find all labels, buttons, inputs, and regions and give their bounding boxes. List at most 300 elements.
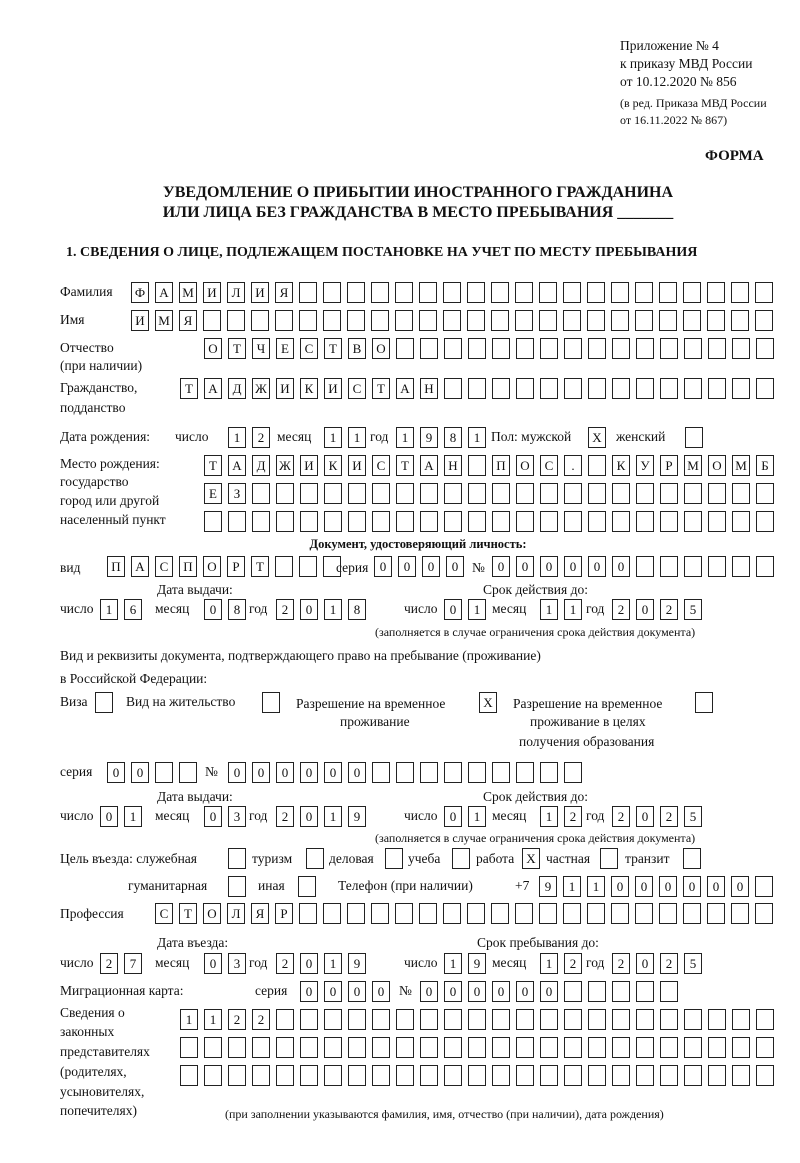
char-box[interactable]: 0 bbox=[444, 806, 462, 827]
char-box[interactable] bbox=[276, 483, 294, 504]
char-box[interactable] bbox=[563, 282, 581, 303]
char-box[interactable] bbox=[347, 903, 365, 924]
char-box[interactable] bbox=[635, 310, 653, 331]
char-box[interactable] bbox=[707, 282, 725, 303]
char-box[interactable] bbox=[732, 556, 750, 577]
char-box[interactable]: 2 bbox=[564, 806, 582, 827]
char-box[interactable]: М bbox=[179, 282, 197, 303]
char-box[interactable] bbox=[515, 282, 533, 303]
char-box[interactable]: 9 bbox=[348, 806, 366, 827]
char-box[interactable]: 1 bbox=[324, 599, 342, 620]
char-box[interactable] bbox=[371, 310, 389, 331]
char-box[interactable] bbox=[324, 511, 342, 532]
char-box[interactable]: 0 bbox=[444, 981, 462, 1002]
char-box[interactable] bbox=[660, 981, 678, 1002]
char-box[interactable] bbox=[564, 338, 582, 359]
char-box[interactable]: 2 bbox=[276, 599, 294, 620]
char-box[interactable] bbox=[636, 1037, 654, 1058]
char-box[interactable]: А bbox=[155, 282, 173, 303]
char-box[interactable]: 0 bbox=[324, 762, 342, 783]
char-box[interactable] bbox=[372, 511, 390, 532]
char-box[interactable] bbox=[300, 483, 318, 504]
char-box[interactable] bbox=[707, 310, 725, 331]
char-box[interactable]: И bbox=[324, 378, 342, 399]
char-box[interactable] bbox=[684, 378, 702, 399]
char-box[interactable] bbox=[684, 556, 702, 577]
char-box[interactable] bbox=[756, 378, 774, 399]
char-box[interactable]: 9 bbox=[420, 427, 438, 448]
char-box[interactable] bbox=[252, 1065, 270, 1086]
char-box[interactable]: 0 bbox=[372, 981, 390, 1002]
char-box[interactable] bbox=[444, 378, 462, 399]
char-box[interactable]: 0 bbox=[564, 556, 582, 577]
char-box[interactable] bbox=[228, 1037, 246, 1058]
char-box[interactable]: Р bbox=[227, 556, 245, 577]
char-box[interactable] bbox=[635, 282, 653, 303]
checkbox[interactable] bbox=[298, 876, 316, 897]
char-box[interactable] bbox=[708, 378, 726, 399]
char-box[interactable] bbox=[708, 511, 726, 532]
char-box[interactable] bbox=[299, 310, 317, 331]
char-box[interactable] bbox=[372, 1009, 390, 1030]
char-box[interactable] bbox=[204, 511, 222, 532]
char-box[interactable] bbox=[491, 903, 509, 924]
char-box[interactable]: Т bbox=[228, 338, 246, 359]
char-box[interactable]: О bbox=[516, 455, 534, 476]
char-box[interactable] bbox=[564, 483, 582, 504]
char-box[interactable] bbox=[587, 282, 605, 303]
char-box[interactable] bbox=[252, 483, 270, 504]
char-box[interactable] bbox=[372, 1065, 390, 1086]
char-box[interactable]: О bbox=[708, 455, 726, 476]
char-box[interactable] bbox=[731, 310, 749, 331]
char-box[interactable]: 0 bbox=[204, 806, 222, 827]
char-box[interactable]: И bbox=[300, 455, 318, 476]
char-box[interactable]: 1 bbox=[324, 953, 342, 974]
char-box[interactable] bbox=[396, 1037, 414, 1058]
char-box[interactable]: А bbox=[204, 378, 222, 399]
char-box[interactable] bbox=[299, 282, 317, 303]
char-box[interactable] bbox=[443, 310, 461, 331]
char-box[interactable] bbox=[636, 981, 654, 1002]
char-box[interactable]: 2 bbox=[660, 953, 678, 974]
char-box[interactable] bbox=[276, 511, 294, 532]
char-box[interactable]: В bbox=[348, 338, 366, 359]
char-box[interactable]: 0 bbox=[374, 556, 392, 577]
char-box[interactable] bbox=[347, 282, 365, 303]
char-box[interactable] bbox=[539, 282, 557, 303]
char-box[interactable] bbox=[419, 903, 437, 924]
char-box[interactable] bbox=[636, 511, 654, 532]
checkbox[interactable] bbox=[685, 427, 703, 448]
char-box[interactable]: А bbox=[420, 455, 438, 476]
char-box[interactable]: 0 bbox=[492, 556, 510, 577]
char-box[interactable] bbox=[564, 511, 582, 532]
char-box[interactable]: Т bbox=[372, 378, 390, 399]
char-box[interactable] bbox=[660, 483, 678, 504]
char-box[interactable]: 2 bbox=[612, 953, 630, 974]
char-box[interactable] bbox=[155, 762, 173, 783]
char-box[interactable]: 0 bbox=[204, 953, 222, 974]
char-box[interactable]: И bbox=[276, 378, 294, 399]
char-box[interactable]: 7 bbox=[124, 953, 142, 974]
char-box[interactable]: 1 bbox=[540, 953, 558, 974]
char-box[interactable]: 1 bbox=[540, 806, 558, 827]
char-box[interactable]: С bbox=[155, 903, 173, 924]
char-box[interactable] bbox=[516, 762, 534, 783]
char-box[interactable] bbox=[540, 511, 558, 532]
char-box[interactable]: 0 bbox=[444, 599, 462, 620]
char-box[interactable]: 0 bbox=[348, 762, 366, 783]
char-box[interactable]: 8 bbox=[228, 599, 246, 620]
char-box[interactable]: 0 bbox=[540, 981, 558, 1002]
char-box[interactable] bbox=[707, 903, 725, 924]
char-box[interactable] bbox=[756, 1037, 774, 1058]
char-box[interactable] bbox=[324, 483, 342, 504]
char-box[interactable] bbox=[755, 903, 773, 924]
char-box[interactable] bbox=[251, 310, 269, 331]
char-box[interactable]: 1 bbox=[444, 953, 462, 974]
char-box[interactable] bbox=[204, 1065, 222, 1086]
char-box[interactable] bbox=[612, 511, 630, 532]
char-box[interactable]: 0 bbox=[300, 599, 318, 620]
char-box[interactable] bbox=[300, 1065, 318, 1086]
char-box[interactable]: 0 bbox=[324, 981, 342, 1002]
char-box[interactable] bbox=[444, 338, 462, 359]
char-box[interactable]: 0 bbox=[635, 876, 653, 897]
char-box[interactable] bbox=[444, 1065, 462, 1086]
char-box[interactable] bbox=[588, 1009, 606, 1030]
char-box[interactable]: 1 bbox=[468, 427, 486, 448]
char-box[interactable] bbox=[612, 1037, 630, 1058]
char-box[interactable] bbox=[468, 378, 486, 399]
char-box[interactable] bbox=[420, 1065, 438, 1086]
char-box[interactable]: 2 bbox=[660, 806, 678, 827]
char-box[interactable]: К bbox=[324, 455, 342, 476]
char-box[interactable]: 2 bbox=[276, 806, 294, 827]
char-box[interactable] bbox=[659, 310, 677, 331]
char-box[interactable] bbox=[636, 1065, 654, 1086]
char-box[interactable]: Я bbox=[275, 282, 293, 303]
char-box[interactable] bbox=[708, 1037, 726, 1058]
char-box[interactable]: 1 bbox=[563, 876, 581, 897]
char-box[interactable]: Т bbox=[179, 903, 197, 924]
char-box[interactable] bbox=[540, 483, 558, 504]
char-box[interactable] bbox=[755, 282, 773, 303]
char-box[interactable] bbox=[612, 338, 630, 359]
char-box[interactable] bbox=[636, 556, 654, 577]
char-box[interactable]: К bbox=[612, 455, 630, 476]
checkbox[interactable]: X bbox=[588, 427, 606, 448]
char-box[interactable] bbox=[756, 338, 774, 359]
char-box[interactable]: 2 bbox=[660, 599, 678, 620]
char-box[interactable]: 9 bbox=[468, 953, 486, 974]
char-box[interactable] bbox=[468, 338, 486, 359]
char-box[interactable]: 2 bbox=[612, 806, 630, 827]
char-box[interactable]: 1 bbox=[348, 427, 366, 448]
char-box[interactable] bbox=[636, 483, 654, 504]
char-box[interactable] bbox=[516, 338, 534, 359]
char-box[interactable]: 2 bbox=[252, 427, 270, 448]
char-box[interactable] bbox=[564, 378, 582, 399]
char-box[interactable]: 0 bbox=[348, 981, 366, 1002]
char-box[interactable] bbox=[276, 1037, 294, 1058]
char-box[interactable] bbox=[564, 1037, 582, 1058]
char-box[interactable]: 0 bbox=[204, 599, 222, 620]
char-box[interactable] bbox=[636, 338, 654, 359]
char-box[interactable] bbox=[684, 1065, 702, 1086]
char-box[interactable] bbox=[516, 511, 534, 532]
char-box[interactable] bbox=[491, 310, 509, 331]
char-box[interactable]: 0 bbox=[300, 981, 318, 1002]
char-box[interactable]: С bbox=[348, 378, 366, 399]
char-box[interactable] bbox=[516, 1037, 534, 1058]
char-box[interactable]: 5 bbox=[684, 599, 702, 620]
char-box[interactable] bbox=[324, 1065, 342, 1086]
char-box[interactable] bbox=[323, 282, 341, 303]
char-box[interactable]: Т bbox=[204, 455, 222, 476]
checkbox[interactable]: X bbox=[479, 692, 497, 713]
char-box[interactable]: 0 bbox=[612, 556, 630, 577]
char-box[interactable]: С bbox=[540, 455, 558, 476]
char-box[interactable]: Я bbox=[251, 903, 269, 924]
char-box[interactable] bbox=[468, 483, 486, 504]
char-box[interactable] bbox=[660, 338, 678, 359]
char-box[interactable] bbox=[732, 378, 750, 399]
char-box[interactable] bbox=[348, 483, 366, 504]
char-box[interactable] bbox=[660, 378, 678, 399]
char-box[interactable]: Л bbox=[227, 282, 245, 303]
char-box[interactable]: Т bbox=[324, 338, 342, 359]
checkbox[interactable] bbox=[95, 692, 113, 713]
char-box[interactable] bbox=[300, 511, 318, 532]
char-box[interactable] bbox=[395, 310, 413, 331]
char-box[interactable]: 0 bbox=[107, 762, 125, 783]
char-box[interactable]: 1 bbox=[468, 599, 486, 620]
char-box[interactable] bbox=[276, 1009, 294, 1030]
char-box[interactable] bbox=[348, 1009, 366, 1030]
char-box[interactable]: 1 bbox=[324, 806, 342, 827]
char-box[interactable] bbox=[492, 762, 510, 783]
char-box[interactable]: И bbox=[348, 455, 366, 476]
char-box[interactable] bbox=[492, 378, 510, 399]
char-box[interactable]: Н bbox=[444, 455, 462, 476]
char-box[interactable] bbox=[612, 981, 630, 1002]
char-box[interactable]: 0 bbox=[300, 953, 318, 974]
char-box[interactable]: 1 bbox=[540, 599, 558, 620]
char-box[interactable] bbox=[492, 1065, 510, 1086]
char-box[interactable]: С bbox=[372, 455, 390, 476]
char-box[interactable]: 1 bbox=[587, 876, 605, 897]
char-box[interactable] bbox=[516, 378, 534, 399]
checkbox[interactable] bbox=[695, 692, 713, 713]
char-box[interactable] bbox=[564, 762, 582, 783]
char-box[interactable] bbox=[708, 556, 726, 577]
checkbox[interactable] bbox=[600, 848, 618, 869]
char-box[interactable]: 2 bbox=[100, 953, 118, 974]
char-box[interactable] bbox=[396, 338, 414, 359]
char-box[interactable] bbox=[732, 1009, 750, 1030]
char-box[interactable] bbox=[588, 981, 606, 1002]
char-box[interactable]: С bbox=[155, 556, 173, 577]
char-box[interactable]: 1 bbox=[100, 599, 118, 620]
char-box[interactable] bbox=[588, 455, 606, 476]
char-box[interactable] bbox=[540, 378, 558, 399]
char-box[interactable] bbox=[395, 282, 413, 303]
char-box[interactable] bbox=[252, 1037, 270, 1058]
char-box[interactable] bbox=[179, 762, 197, 783]
char-box[interactable] bbox=[180, 1037, 198, 1058]
char-box[interactable]: 9 bbox=[539, 876, 557, 897]
char-box[interactable]: У bbox=[636, 455, 654, 476]
char-box[interactable] bbox=[732, 483, 750, 504]
char-box[interactable]: 2 bbox=[252, 1009, 270, 1030]
char-box[interactable] bbox=[420, 762, 438, 783]
char-box[interactable] bbox=[588, 1065, 606, 1086]
char-box[interactable]: Д bbox=[252, 455, 270, 476]
char-box[interactable] bbox=[444, 1037, 462, 1058]
char-box[interactable] bbox=[732, 1037, 750, 1058]
char-box[interactable]: 0 bbox=[516, 556, 534, 577]
char-box[interactable]: О bbox=[203, 903, 221, 924]
char-box[interactable] bbox=[419, 282, 437, 303]
char-box[interactable] bbox=[708, 1009, 726, 1030]
char-box[interactable] bbox=[396, 483, 414, 504]
char-box[interactable] bbox=[492, 338, 510, 359]
char-box[interactable]: 0 bbox=[731, 876, 749, 897]
char-box[interactable]: П bbox=[107, 556, 125, 577]
char-box[interactable] bbox=[659, 282, 677, 303]
char-box[interactable] bbox=[563, 903, 581, 924]
char-box[interactable] bbox=[204, 1037, 222, 1058]
char-box[interactable] bbox=[683, 903, 701, 924]
char-box[interactable] bbox=[683, 282, 701, 303]
char-box[interactable] bbox=[684, 511, 702, 532]
char-box[interactable] bbox=[396, 1065, 414, 1086]
char-box[interactable] bbox=[323, 310, 341, 331]
char-box[interactable]: Е bbox=[276, 338, 294, 359]
char-box[interactable] bbox=[420, 338, 438, 359]
char-box[interactable]: 0 bbox=[636, 599, 654, 620]
char-box[interactable] bbox=[588, 378, 606, 399]
char-box[interactable] bbox=[324, 1037, 342, 1058]
char-box[interactable]: П bbox=[179, 556, 197, 577]
char-box[interactable]: 0 bbox=[300, 762, 318, 783]
char-box[interactable]: 1 bbox=[204, 1009, 222, 1030]
char-box[interactable]: Я bbox=[179, 310, 197, 331]
char-box[interactable] bbox=[708, 483, 726, 504]
char-box[interactable] bbox=[611, 310, 629, 331]
char-box[interactable]: 0 bbox=[611, 876, 629, 897]
char-box[interactable]: 8 bbox=[348, 599, 366, 620]
char-box[interactable] bbox=[756, 556, 774, 577]
char-box[interactable]: О bbox=[204, 338, 222, 359]
char-box[interactable] bbox=[540, 338, 558, 359]
char-box[interactable]: Е bbox=[204, 483, 222, 504]
char-box[interactable]: М bbox=[155, 310, 173, 331]
char-box[interactable] bbox=[323, 903, 341, 924]
char-box[interactable] bbox=[755, 876, 773, 897]
char-box[interactable] bbox=[684, 1009, 702, 1030]
char-box[interactable] bbox=[684, 483, 702, 504]
char-box[interactable] bbox=[348, 1037, 366, 1058]
char-box[interactable] bbox=[492, 1009, 510, 1030]
char-box[interactable] bbox=[516, 1065, 534, 1086]
char-box[interactable]: 0 bbox=[252, 762, 270, 783]
char-box[interactable]: 1 bbox=[564, 599, 582, 620]
char-box[interactable] bbox=[563, 310, 581, 331]
char-box[interactable] bbox=[588, 1037, 606, 1058]
char-box[interactable] bbox=[299, 556, 317, 577]
char-box[interactable] bbox=[611, 282, 629, 303]
char-box[interactable]: Т bbox=[180, 378, 198, 399]
char-box[interactable] bbox=[587, 310, 605, 331]
char-box[interactable] bbox=[252, 511, 270, 532]
char-box[interactable] bbox=[731, 282, 749, 303]
char-box[interactable]: Ж bbox=[276, 455, 294, 476]
char-box[interactable] bbox=[708, 1065, 726, 1086]
char-box[interactable] bbox=[419, 310, 437, 331]
char-box[interactable]: 2 bbox=[612, 599, 630, 620]
char-box[interactable] bbox=[275, 556, 293, 577]
char-box[interactable]: 1 bbox=[228, 427, 246, 448]
char-box[interactable] bbox=[323, 556, 341, 577]
char-box[interactable]: Ж bbox=[252, 378, 270, 399]
char-box[interactable] bbox=[756, 483, 774, 504]
char-box[interactable] bbox=[300, 1037, 318, 1058]
char-box[interactable] bbox=[468, 1065, 486, 1086]
char-box[interactable]: 3 bbox=[228, 806, 246, 827]
char-box[interactable] bbox=[420, 483, 438, 504]
char-box[interactable] bbox=[756, 1065, 774, 1086]
char-box[interactable] bbox=[420, 511, 438, 532]
char-box[interactable] bbox=[276, 1065, 294, 1086]
char-box[interactable] bbox=[732, 511, 750, 532]
char-box[interactable] bbox=[443, 903, 461, 924]
char-box[interactable] bbox=[395, 903, 413, 924]
char-box[interactable] bbox=[515, 310, 533, 331]
char-box[interactable] bbox=[612, 1065, 630, 1086]
char-box[interactable] bbox=[540, 762, 558, 783]
char-box[interactable]: 1 bbox=[396, 427, 414, 448]
char-box[interactable] bbox=[443, 282, 461, 303]
char-box[interactable] bbox=[348, 1065, 366, 1086]
char-box[interactable]: И bbox=[203, 282, 221, 303]
char-box[interactable]: К bbox=[300, 378, 318, 399]
char-box[interactable] bbox=[420, 1037, 438, 1058]
char-box[interactable] bbox=[492, 1037, 510, 1058]
char-box[interactable] bbox=[468, 511, 486, 532]
char-box[interactable]: Д bbox=[228, 378, 246, 399]
char-box[interactable]: 0 bbox=[540, 556, 558, 577]
char-box[interactable]: 2 bbox=[276, 953, 294, 974]
char-box[interactable] bbox=[515, 903, 533, 924]
char-box[interactable] bbox=[396, 1009, 414, 1030]
char-box[interactable] bbox=[587, 903, 605, 924]
char-box[interactable] bbox=[396, 762, 414, 783]
char-box[interactable] bbox=[299, 903, 317, 924]
char-box[interactable] bbox=[468, 455, 486, 476]
char-box[interactable]: Б bbox=[756, 455, 774, 476]
char-box[interactable] bbox=[636, 1009, 654, 1030]
char-box[interactable] bbox=[635, 903, 653, 924]
checkbox[interactable] bbox=[228, 848, 246, 869]
char-box[interactable] bbox=[371, 903, 389, 924]
char-box[interactable] bbox=[444, 1009, 462, 1030]
char-box[interactable]: И bbox=[131, 310, 149, 331]
char-box[interactable] bbox=[492, 483, 510, 504]
char-box[interactable] bbox=[564, 1009, 582, 1030]
